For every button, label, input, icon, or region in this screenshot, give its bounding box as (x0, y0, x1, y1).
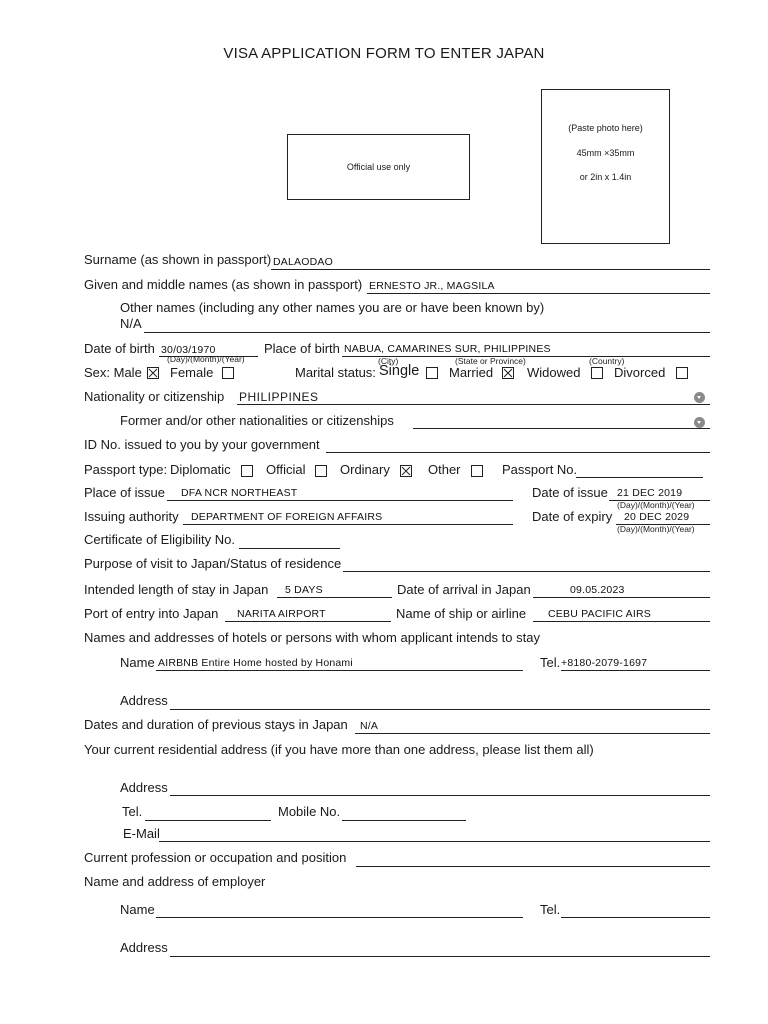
mobile-label: Mobile No. (278, 804, 341, 819)
surname-label: Surname (as shown in passport) (84, 252, 272, 267)
purpose-field[interactable] (343, 571, 710, 572)
place-of-issue-label: Place of issue (84, 485, 165, 500)
passport-no-field[interactable] (576, 477, 703, 478)
given-names-label: Given and middle names (as shown in passport) (84, 277, 363, 292)
hotel-name-value: AIRBNB Entire Home hosted by Honami (158, 657, 353, 669)
nationality-value: PHILIPPINES (239, 390, 319, 404)
former-nationality-field[interactable] (413, 428, 710, 429)
nationality-label: Nationality or citizenship (84, 389, 225, 404)
employer-label: Name and address of employer (84, 874, 266, 889)
chevron-down-circle-icon[interactable] (694, 392, 705, 403)
employer-address-field[interactable] (170, 956, 710, 957)
photo-line-2: 45mm ×35mm (576, 148, 635, 158)
other-names-value: N/A (120, 316, 142, 331)
employer-tel-label: Tel. (540, 902, 561, 917)
current-address-line-label: Address (120, 780, 168, 795)
arrival-date-field[interactable] (533, 597, 710, 598)
current-tel-label: Tel. (122, 804, 143, 819)
hotel-tel-value: +8180-2079-1697 (561, 657, 648, 669)
purpose-label: Purpose of visit to Japan/Status of residence (84, 556, 342, 571)
dob-value: 30/03/1970 (161, 344, 216, 356)
length-of-stay-field[interactable] (277, 597, 392, 598)
official-label: Official (266, 462, 306, 477)
x-mark-icon (148, 368, 158, 378)
certificate-label: Certificate of Eligibility No. (84, 532, 235, 547)
other-label: Other (428, 462, 461, 477)
hotel-name-field[interactable] (156, 670, 523, 671)
official-use-box (287, 134, 470, 200)
employer-address-label: Address (120, 940, 168, 955)
chevron-down-circle-icon[interactable] (694, 417, 705, 428)
nationality-field[interactable] (237, 404, 710, 405)
other-names-label: Other names (including any other names you are or have been known by) (120, 300, 545, 315)
sex-label: Sex: Male (84, 365, 142, 380)
pob-label: Place of birth (264, 341, 340, 356)
divorced-checkbox[interactable] (676, 367, 688, 379)
ship-airline-label: Name of ship or airline (396, 606, 527, 621)
hotels-label: Names and addresses of hotels or persons with whom applicant intends to stay (84, 630, 540, 645)
divorced-label: Divorced (614, 365, 666, 380)
passport-no-label: Passport No. (502, 462, 578, 477)
hotel-tel-label: Tel. (540, 655, 561, 670)
current-address-label: Your current residential address (if you have more than one address, please list them all) (84, 742, 594, 757)
pob-city-hint: (City) (378, 356, 399, 366)
male-checkbox[interactable] (147, 367, 159, 379)
former-nationality-label: Former and/or other nationalities or citizenships (120, 413, 394, 428)
issuing-authority-value: DEPARTMENT OF FOREIGN AFFAIRS (191, 511, 383, 523)
id-no-label: ID No. issued to you by your government (84, 437, 320, 452)
pob-state-hint: (State or Province) (455, 356, 526, 366)
profession-label: Current profession or occupation and position (84, 850, 347, 865)
official-checkbox[interactable] (315, 465, 327, 477)
employer-name-field[interactable] (156, 917, 523, 918)
ship-airline-field[interactable] (533, 621, 710, 622)
official-use-label: Official use only (346, 162, 411, 172)
dob-label: Date of birth (84, 341, 155, 356)
date-of-issue-value: 21 DEC 2019 (617, 487, 683, 499)
email-field[interactable] (159, 841, 710, 842)
photo-box[interactable] (541, 89, 670, 244)
surname-field[interactable] (271, 269, 710, 270)
current-address-field[interactable] (170, 795, 710, 796)
length-of-stay-label: Intended length of stay in Japan (84, 582, 269, 597)
length-of-stay-value: 5 DAYS (285, 584, 323, 596)
email-label: E-Mail (123, 826, 160, 841)
female-checkbox[interactable] (222, 367, 234, 379)
hotel-tel-field[interactable] (561, 670, 710, 671)
current-tel-field[interactable] (145, 820, 271, 821)
dob-format-hint: (Day)/(Month)/(Year) (167, 354, 245, 364)
x-mark-icon (401, 466, 411, 476)
form-title: VISA APPLICATION FORM TO ENTER JAPAN (223, 45, 545, 62)
employer-tel-field[interactable] (561, 917, 710, 918)
port-of-entry-field[interactable] (225, 621, 391, 622)
port-of-entry-value: NARITA AIRPORT (237, 608, 326, 620)
id-no-field[interactable] (326, 452, 710, 453)
diplomatic-checkbox[interactable] (241, 465, 253, 477)
passport-type-label: Passport type: (84, 462, 168, 477)
hotel-address-label: Address (120, 693, 168, 708)
previous-stays-value: N/A (360, 720, 379, 732)
other-names-field[interactable] (144, 332, 710, 333)
issuing-authority-label: Issuing authority (84, 509, 179, 524)
photo-line-1: (Paste photo here) (568, 123, 643, 133)
mobile-field[interactable] (342, 820, 466, 821)
issuing-authority-field[interactable] (183, 524, 513, 525)
widowed-label: Widowed (527, 365, 581, 380)
ship-airline-value: CEBU PACIFIC AIRS (548, 608, 651, 620)
ordinary-checkbox[interactable] (400, 465, 412, 477)
photo-line-3: or 2in x 1.4in (579, 172, 632, 182)
married-checkbox[interactable] (502, 367, 514, 379)
date-of-issue-label: Date of issue (532, 485, 608, 500)
profession-field[interactable] (356, 866, 710, 867)
certificate-field[interactable] (239, 548, 340, 549)
previous-stays-label: Dates and duration of previous stays in Japan (84, 717, 348, 732)
place-of-issue-field[interactable] (167, 500, 513, 501)
hotel-name-label: Name (120, 655, 155, 670)
expiry-format-hint: (Day)/(Month)/(Year) (617, 524, 695, 534)
ordinary-label: Ordinary (340, 462, 390, 477)
other-checkbox[interactable] (471, 465, 483, 477)
arrival-date-label: Date of arrival in Japan (397, 582, 531, 597)
hotel-address-field[interactable] (170, 709, 710, 710)
arrival-date-value: 09.05.2023 (570, 584, 625, 596)
surname-value: DALAODAO (273, 256, 333, 268)
issue-format-hint: (Day)/(Month)/(Year) (617, 500, 695, 510)
date-of-expiry-value: 20 DEC 2029 (624, 511, 690, 523)
previous-stays-field[interactable] (355, 733, 710, 734)
place-of-issue-value: DFA NCR NORTHEAST (181, 487, 298, 499)
x-mark-icon (503, 368, 513, 378)
marital-label: Marital status: (295, 365, 376, 380)
employer-name-label: Name (120, 902, 155, 917)
given-names-value: ERNESTO JR., MAGSILA (369, 280, 495, 292)
date-of-expiry-label: Date of expiry (532, 509, 613, 524)
pob-country-hint: (Country) (589, 356, 625, 366)
female-label: Female (170, 365, 214, 380)
given-names-field[interactable] (367, 293, 710, 294)
diplomatic-label: Diplomatic (170, 462, 231, 477)
single-label: Single (379, 363, 420, 379)
pob-value: NABUA, CAMARINES SUR, PHILIPPINES (344, 343, 551, 355)
single-checkbox[interactable] (426, 367, 438, 379)
married-label: Married (449, 365, 494, 380)
port-of-entry-label: Port of entry into Japan (84, 606, 219, 621)
widowed-checkbox[interactable] (591, 367, 603, 379)
